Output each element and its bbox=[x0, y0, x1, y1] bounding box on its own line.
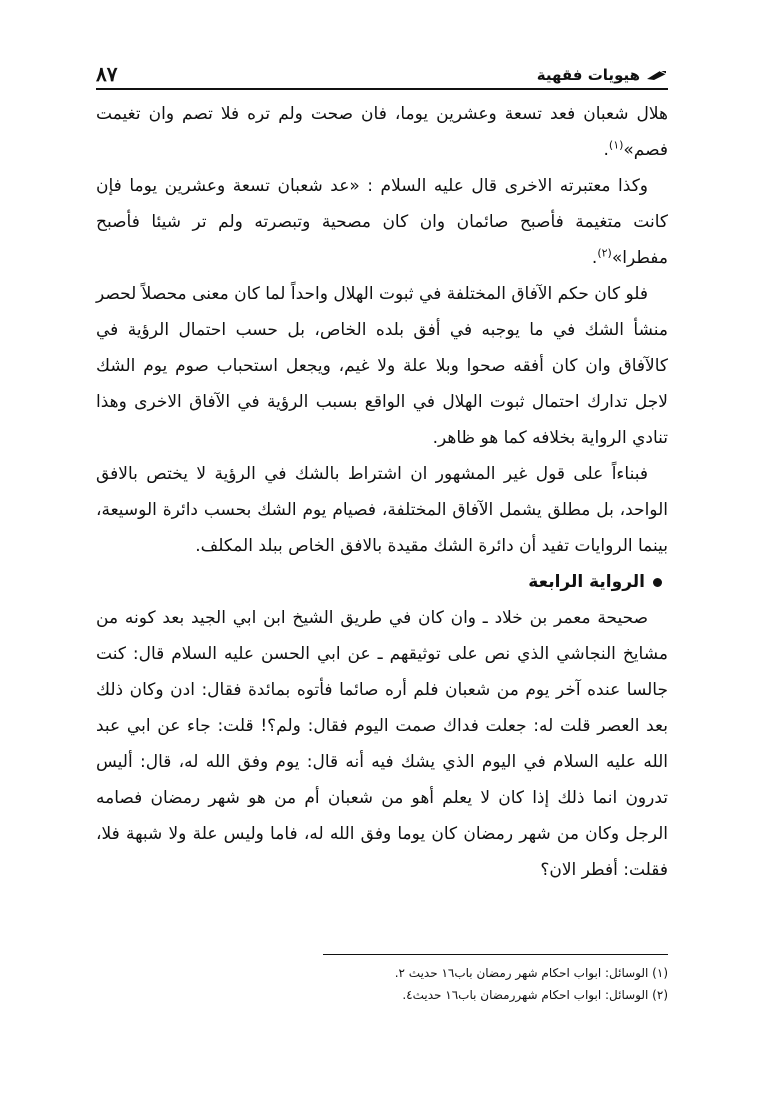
footnote-2: (٢) الوسائل: ابواب احكام شهررمضان باب١٦ حديث٤. bbox=[402, 988, 668, 1002]
paragraph-1-text: هلال شعبان فعد تسعة وعشرين يوما، فان صحت ولم تره فلا تصم وان تغيمت فصم» bbox=[96, 104, 668, 160]
paragraph-2 bbox=[96, 168, 668, 276]
paragraph-3: فلو كان حكم الآفاق المختلفة في ثبوت الهلال واحداً لما كان معنى محصلاً لحصر منشأ الشك في ما يوجبه في أفق بلده الخاص، بل حسب احتمال الرؤية في كالآفاق وان كان أفقه صحوا وبلا علة ولا غيم، ويجعل استحباب صوم يوم الشك لاجل تدارك احتمال ثبوت الهلال في الواقع بسبب الرؤية في الآفاق الاخرى وهذا تنادي الرواية بخلافه كما هو ظاهر. bbox=[96, 284, 668, 448]
section-heading-text: الرواية الرابعة bbox=[528, 572, 645, 592]
bullet-icon bbox=[653, 578, 662, 587]
paragraph-1-end: . bbox=[603, 140, 609, 160]
paragraph-5: صحيحة معمر بن خلاد ـ وان كان في طريق الشيخ ابن ابي الجيد بعد كونه من مشايخ النجاشي الذي نص على توثيقهم ـ عن ابي الحسن عليه السلام قال: كنت جالسا عنده آخر يوم من شعبان فلم أره صائما فأتوه بمائدة فقال: ادن وكان ذلك بعد العصر قلت له: جعلت فداك صمت اليوم فقال: ولم؟! قلت: جاء عن ابي عبد الله عليه السلام في اليوم الذي يشك فيه أنه قال: يوم وفق الله له، قال: أليس تدرون انما ذلك إذا كان لا يعلم أهو من شعبان أم من هو شهر رمضان فصامه الرجل وكان من شهر رمضان كان يوما وفق الله له، فاما وليس علة ولا شبهة فلا، فقلت: أفطر الان؟ bbox=[96, 608, 668, 880]
section-heading bbox=[96, 564, 668, 600]
page-header bbox=[96, 50, 668, 90]
page-number: ٨٧ bbox=[96, 62, 118, 86]
footnote-ref-1: (١) bbox=[608, 138, 624, 152]
paragraph-1 bbox=[96, 96, 668, 168]
paragraph-2-end: . bbox=[591, 248, 598, 268]
footnotes bbox=[96, 962, 668, 1006]
running-title-text: هيويات فقهية bbox=[536, 66, 640, 84]
running-title bbox=[537, 66, 668, 84]
main-text bbox=[96, 96, 668, 888]
footnote-ref-2: (٢) bbox=[597, 246, 612, 260]
pen-icon bbox=[646, 69, 668, 81]
paragraph-2-text: وكذا معتبرته الاخرى قال عليه السلام : «عد شعبان تسعة وعشرين يوما فإن كانت متغيمة فأصبح صائمان وان كان مصحية وتبصرته ولم تر شيئا فأصبح مفطرا» bbox=[96, 176, 668, 268]
footnote-1: (١) الوسائل: ابواب احكام شهر رمضان باب١٦ حديث ٢. bbox=[394, 966, 668, 980]
footnote-divider bbox=[323, 954, 668, 955]
paragraph-4: فبناءاً على قول غير المشهور ان اشتراط بالشك في الرؤية لا يختص بالافق الواحد، بل مطلق يشمل الآفاق المختلفة، فصيام يوم الشك بحسب دائرة الوسيعة، بينما الروايات تفيد أن دائرة الشك مقيدة بالافق الخاص ببلد المكلف. bbox=[96, 464, 668, 556]
